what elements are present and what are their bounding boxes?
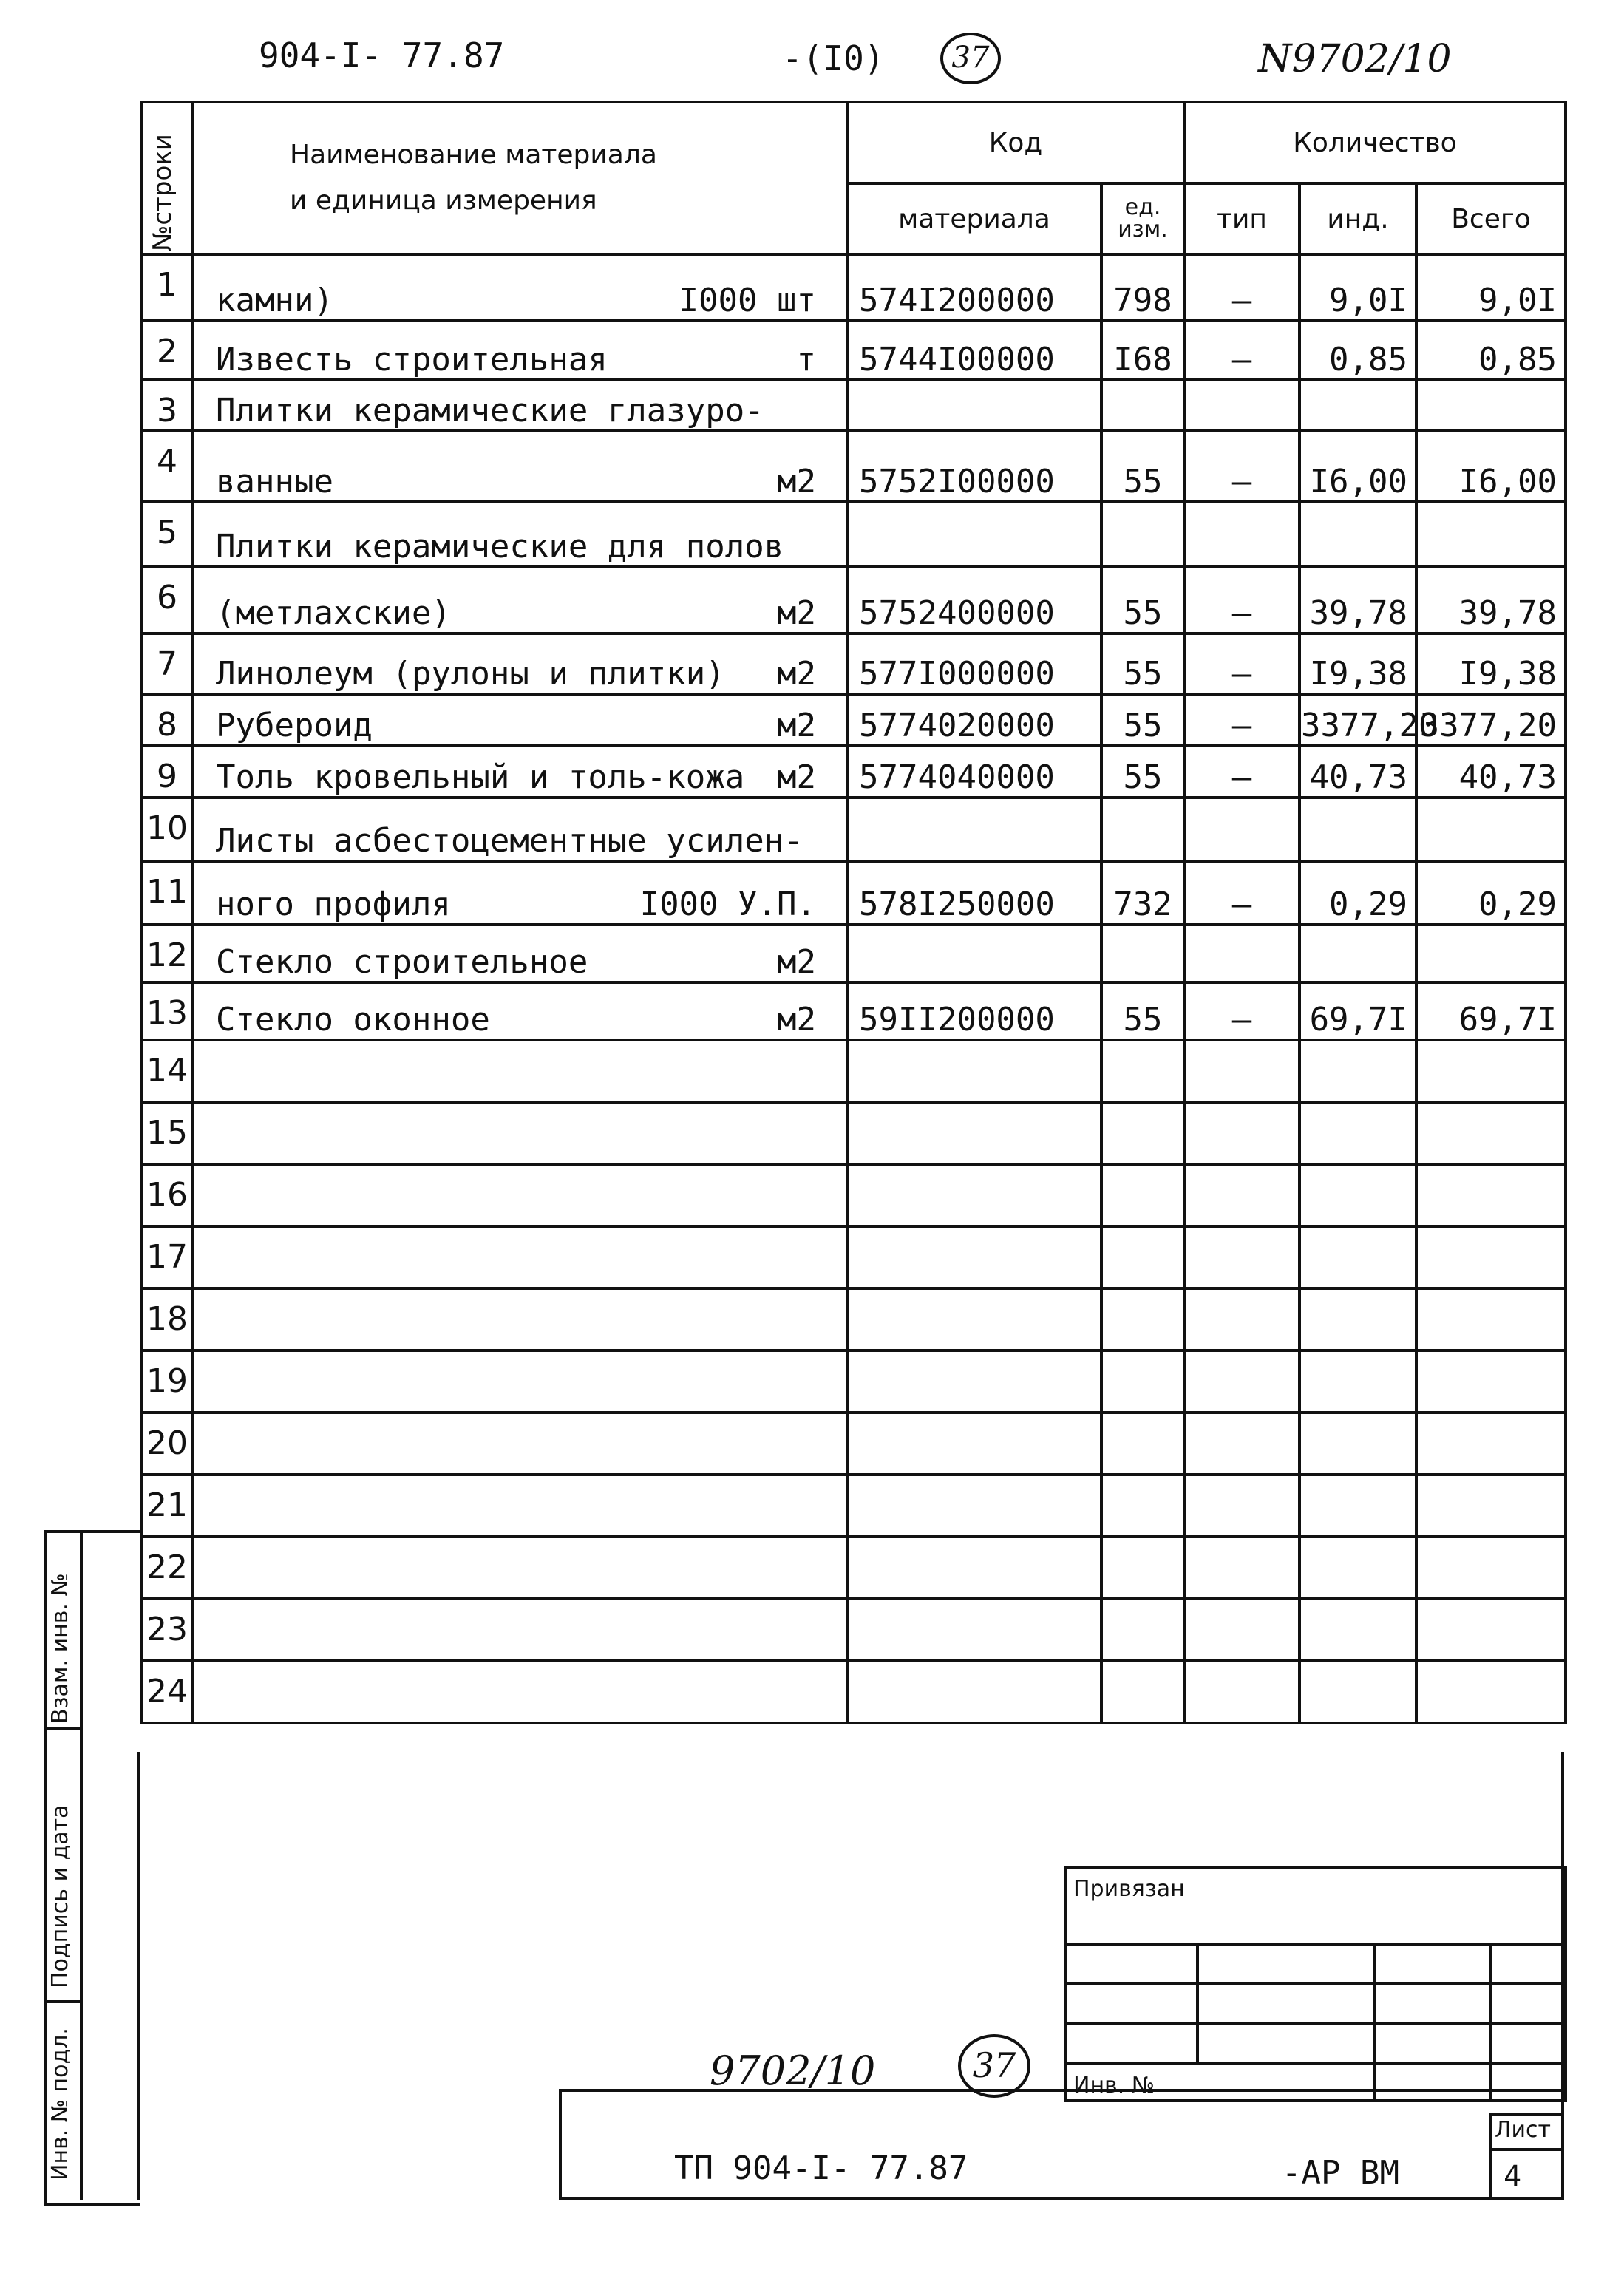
row-number: 6 bbox=[142, 567, 192, 633]
material-name: Линолеум (рулоны и плитки) bbox=[216, 655, 725, 693]
material-unit: м2 bbox=[777, 463, 816, 500]
qty-ind: 0,29 bbox=[1299, 861, 1416, 925]
sheet-cell-mid bbox=[1489, 2148, 1564, 2151]
row-number: 18 bbox=[142, 1288, 192, 1350]
material-code bbox=[847, 798, 1101, 861]
qty-total bbox=[1416, 925, 1566, 982]
material-name-cell bbox=[192, 633, 847, 694]
row-number: 21 bbox=[142, 1475, 192, 1537]
unit-code bbox=[1101, 1350, 1184, 1413]
material-name-cell bbox=[192, 1226, 847, 1288]
material-code: 5774020000 bbox=[847, 694, 1101, 746]
material-name-cell bbox=[192, 254, 847, 321]
material-name-cell bbox=[192, 1350, 847, 1413]
unit-code: 798 bbox=[1101, 254, 1184, 321]
qty-type: – bbox=[1184, 431, 1299, 502]
sidebar-sep-1 bbox=[44, 1727, 83, 1730]
qty-total bbox=[1416, 1040, 1566, 1102]
material-code: 5774040000 bbox=[847, 746, 1101, 798]
qty-ind bbox=[1299, 1164, 1416, 1226]
material-name: Рубероид bbox=[216, 707, 373, 744]
material-unit: м2 bbox=[777, 758, 816, 796]
material-code bbox=[847, 380, 1101, 431]
table-row bbox=[142, 1475, 1566, 1537]
qty-total: 40,73 bbox=[1416, 746, 1566, 798]
unit-code bbox=[1101, 1413, 1184, 1475]
material-name-cell bbox=[192, 567, 847, 633]
qty-ind bbox=[1299, 1350, 1416, 1413]
unit-code: 55 bbox=[1101, 431, 1184, 502]
material-name: (метлахские) bbox=[216, 594, 451, 632]
material-code bbox=[847, 925, 1101, 982]
row-number-header: №строки bbox=[142, 102, 192, 254]
material-unit: I000 шт bbox=[679, 282, 816, 319]
row-number: 12 bbox=[142, 925, 192, 982]
qty-ind bbox=[1299, 1661, 1416, 1723]
row-number: 22 bbox=[142, 1537, 192, 1599]
material-name-cell bbox=[192, 746, 847, 798]
unit-code: 55 bbox=[1101, 982, 1184, 1040]
table-row bbox=[142, 746, 1566, 798]
unit-code bbox=[1101, 502, 1184, 567]
qty-type bbox=[1184, 1350, 1299, 1413]
material-code bbox=[847, 1475, 1101, 1537]
table-row bbox=[142, 380, 1566, 431]
unit-code: I68 bbox=[1101, 321, 1184, 380]
name-header: Наименование материала и единица измерения bbox=[192, 102, 847, 254]
material-unit: м2 bbox=[777, 655, 816, 693]
qty-total: 9,0I bbox=[1416, 254, 1566, 321]
qty-type bbox=[1184, 1661, 1299, 1723]
qty-type: – bbox=[1184, 694, 1299, 746]
unit-code: 55 bbox=[1101, 694, 1184, 746]
qty-type bbox=[1184, 798, 1299, 861]
qty-ind: 39,78 bbox=[1299, 567, 1416, 633]
qty-total bbox=[1416, 1475, 1566, 1537]
qty-type bbox=[1184, 1288, 1299, 1350]
circled-sheet-number: 37 bbox=[940, 33, 1001, 84]
material-code: 5752I00000 bbox=[847, 431, 1101, 502]
vzam-inv-label: Взам. инв. № bbox=[47, 1573, 73, 1724]
row-number: 19 bbox=[142, 1350, 192, 1413]
qty-type bbox=[1184, 925, 1299, 982]
unit-code bbox=[1101, 1537, 1184, 1599]
qty-type bbox=[1184, 1475, 1299, 1537]
qty-type bbox=[1184, 1164, 1299, 1226]
row-number: 3 bbox=[142, 380, 192, 431]
qty-total: I9,38 bbox=[1416, 633, 1566, 694]
material-code bbox=[847, 1164, 1101, 1226]
material-name: Стекло оконное bbox=[216, 1001, 490, 1039]
material-code bbox=[847, 1226, 1101, 1288]
qty-total-header: Всего bbox=[1416, 183, 1566, 254]
material-name-cell bbox=[192, 380, 847, 431]
material-name-cell bbox=[192, 1599, 847, 1661]
material-name: ванные bbox=[216, 463, 333, 500]
quantity-group-header: Количество bbox=[1184, 102, 1566, 183]
material-code: 574I200000 bbox=[847, 254, 1101, 321]
materials-table bbox=[140, 101, 1567, 1724]
qty-type: – bbox=[1184, 254, 1299, 321]
table-row bbox=[142, 1661, 1566, 1723]
material-name-cell bbox=[192, 1661, 847, 1723]
code-material-header: материала bbox=[847, 183, 1101, 254]
qty-total bbox=[1416, 1537, 1566, 1599]
qty-total bbox=[1416, 1164, 1566, 1226]
qty-total: 0,85 bbox=[1416, 321, 1566, 380]
qty-ind bbox=[1299, 1475, 1416, 1537]
unit-code bbox=[1101, 1599, 1184, 1661]
material-name-cell bbox=[192, 1413, 847, 1475]
qty-type: – bbox=[1184, 861, 1299, 925]
qty-ind: 9,0I bbox=[1299, 254, 1416, 321]
qty-total bbox=[1416, 1350, 1566, 1413]
material-unit: м2 bbox=[777, 707, 816, 744]
doc-code: 904-I- 77.87 bbox=[259, 35, 505, 75]
unit-code bbox=[1101, 925, 1184, 982]
material-name-cell bbox=[192, 431, 847, 502]
qty-type bbox=[1184, 1102, 1299, 1164]
material-code bbox=[847, 1350, 1101, 1413]
material-unit: м2 bbox=[777, 594, 816, 632]
qty-total bbox=[1416, 380, 1566, 431]
material-name: Листы асбестоцементные усилен- bbox=[216, 822, 803, 860]
material-name: Толь кровельный и толь-кожа bbox=[216, 758, 745, 796]
row-number: 2 bbox=[142, 321, 192, 380]
material-name: Плитки керамические для полов bbox=[216, 528, 784, 565]
material-name-cell bbox=[192, 1537, 847, 1599]
qty-total bbox=[1416, 1288, 1566, 1350]
material-unit: т bbox=[796, 341, 816, 378]
row-number: 23 bbox=[142, 1599, 192, 1661]
material-name: Плитки керамические глазуро- bbox=[216, 392, 764, 429]
material-name-cell bbox=[192, 1102, 847, 1164]
row-number: 14 bbox=[142, 1040, 192, 1102]
inv-podl-label: Инв. № подл. bbox=[47, 2028, 73, 2181]
qty-ind: 40,73 bbox=[1299, 746, 1416, 798]
unit-code bbox=[1101, 798, 1184, 861]
material-name: камни) bbox=[216, 282, 333, 319]
sheet-marker: -(I0) bbox=[782, 38, 885, 78]
qty-ind bbox=[1299, 1102, 1416, 1164]
qty-type bbox=[1184, 1599, 1299, 1661]
table-row bbox=[142, 1102, 1566, 1164]
material-name-cell bbox=[192, 502, 847, 567]
material-name-cell bbox=[192, 1475, 847, 1537]
row-number: 20 bbox=[142, 1413, 192, 1475]
material-name: ного профиля bbox=[216, 886, 451, 923]
row-number: 8 bbox=[142, 694, 192, 746]
material-name-cell bbox=[192, 1288, 847, 1350]
sheet-cell-left bbox=[1489, 2113, 1492, 2197]
unit-code bbox=[1101, 1226, 1184, 1288]
qty-ind bbox=[1299, 502, 1416, 567]
unit-code bbox=[1101, 1102, 1184, 1164]
qty-type: – bbox=[1184, 633, 1299, 694]
qty-ind: I6,00 bbox=[1299, 431, 1416, 502]
row-number: 7 bbox=[142, 633, 192, 694]
qty-total: I6,00 bbox=[1416, 431, 1566, 502]
table-row bbox=[142, 861, 1566, 925]
unit-code bbox=[1101, 1040, 1184, 1102]
table-row bbox=[142, 694, 1566, 746]
qty-type: – bbox=[1184, 746, 1299, 798]
qty-type bbox=[1184, 380, 1299, 431]
material-code bbox=[847, 1102, 1101, 1164]
qty-ind-header: инд. bbox=[1299, 183, 1416, 254]
unit-code: 732 bbox=[1101, 861, 1184, 925]
qty-total bbox=[1416, 1226, 1566, 1288]
sidebar-sep-2 bbox=[44, 2000, 83, 2003]
material-code bbox=[847, 1661, 1101, 1723]
material-unit: м2 bbox=[777, 943, 816, 981]
qty-total: 69,7I bbox=[1416, 982, 1566, 1040]
archive-number: N9702/10 bbox=[1258, 37, 1452, 81]
sheet-cell-top bbox=[1489, 2113, 1564, 2116]
material-name-cell bbox=[192, 982, 847, 1040]
handwritten-circle: 37 bbox=[958, 2034, 1030, 2098]
material-code: 5744I00000 bbox=[847, 321, 1101, 380]
qty-ind bbox=[1299, 1537, 1416, 1599]
row-number: 16 bbox=[142, 1164, 192, 1226]
material-code: 577I000000 bbox=[847, 633, 1101, 694]
qty-ind bbox=[1299, 1226, 1416, 1288]
table-row bbox=[142, 798, 1566, 861]
signature-date-label: Подпись и дата bbox=[47, 1804, 73, 1988]
material-name-cell bbox=[192, 1040, 847, 1102]
table-row bbox=[142, 1537, 1566, 1599]
qty-ind bbox=[1299, 1288, 1416, 1350]
qty-total bbox=[1416, 1413, 1566, 1475]
row-number: 17 bbox=[142, 1226, 192, 1288]
material-code bbox=[847, 1288, 1101, 1350]
code-unit-header: ед. изм. bbox=[1101, 183, 1184, 254]
material-unit: м2 bbox=[777, 1001, 816, 1039]
qty-type: – bbox=[1184, 567, 1299, 633]
material-name-cell bbox=[192, 694, 847, 746]
sheet-number: 4 bbox=[1504, 2160, 1522, 2194]
qty-total bbox=[1416, 502, 1566, 567]
unit-code bbox=[1101, 1475, 1184, 1537]
table-row bbox=[142, 925, 1566, 982]
material-unit: I000 У.П. bbox=[639, 886, 816, 923]
qty-ind bbox=[1299, 925, 1416, 982]
qty-total: 0,29 bbox=[1416, 861, 1566, 925]
qty-ind: 3377,20 bbox=[1299, 694, 1416, 746]
unit-code bbox=[1101, 1661, 1184, 1723]
unit-code: 55 bbox=[1101, 633, 1184, 694]
unit-code bbox=[1101, 1288, 1184, 1350]
material-code bbox=[847, 1537, 1101, 1599]
qty-total: 3377,20 bbox=[1416, 694, 1566, 746]
table-row bbox=[142, 254, 1566, 321]
qty-type bbox=[1184, 1040, 1299, 1102]
qty-type-header: тип bbox=[1184, 183, 1299, 254]
qty-total: 39,78 bbox=[1416, 567, 1566, 633]
material-name-cell bbox=[192, 798, 847, 861]
qty-type: – bbox=[1184, 321, 1299, 380]
qty-type: – bbox=[1184, 982, 1299, 1040]
row-number: 4 bbox=[142, 431, 192, 502]
table-row bbox=[142, 1226, 1566, 1288]
material-name-cell bbox=[192, 861, 847, 925]
handwritten-number: 9702/10 bbox=[710, 2048, 876, 2094]
qty-ind bbox=[1299, 798, 1416, 861]
inv-number-label: Инв. № bbox=[1066, 2064, 1375, 2101]
material-code: 5752400000 bbox=[847, 567, 1101, 633]
table-row bbox=[142, 982, 1566, 1040]
qty-ind: 69,7I bbox=[1299, 982, 1416, 1040]
qty-ind: 0,85 bbox=[1299, 321, 1416, 380]
unit-code: 55 bbox=[1101, 746, 1184, 798]
row-number: 9 bbox=[142, 746, 192, 798]
qty-total bbox=[1416, 798, 1566, 861]
table-row bbox=[142, 1040, 1566, 1102]
row-number: 24 bbox=[142, 1661, 192, 1723]
material-code: 59II200000 bbox=[847, 982, 1101, 1040]
material-name-cell bbox=[192, 321, 847, 380]
table-row bbox=[142, 567, 1566, 633]
table-row bbox=[142, 431, 1566, 502]
doc-suffix: -АР ВМ bbox=[1282, 2154, 1399, 2192]
sidebar-divider bbox=[80, 1530, 83, 2200]
material-name: Стекло строительное bbox=[216, 943, 588, 981]
binding-label: Привязан bbox=[1066, 1867, 1566, 1944]
material-code bbox=[847, 1599, 1101, 1661]
material-name-cell bbox=[192, 1164, 847, 1226]
row-number: 5 bbox=[142, 502, 192, 567]
table-row bbox=[142, 633, 1566, 694]
row-number: 15 bbox=[142, 1102, 192, 1164]
table-row bbox=[142, 321, 1566, 380]
qty-ind bbox=[1299, 1599, 1416, 1661]
table-row bbox=[142, 1413, 1566, 1475]
qty-type bbox=[1184, 502, 1299, 567]
material-name-cell bbox=[192, 925, 847, 982]
qty-ind bbox=[1299, 1040, 1416, 1102]
unit-code bbox=[1101, 1164, 1184, 1226]
qty-ind: I9,38 bbox=[1299, 633, 1416, 694]
qty-ind bbox=[1299, 1413, 1416, 1475]
qty-ind bbox=[1299, 380, 1416, 431]
table-row bbox=[142, 1350, 1566, 1413]
row-number: 11 bbox=[142, 861, 192, 925]
tp-code: ТП 904-I- 77.87 bbox=[674, 2150, 968, 2187]
sheet-label: Лист bbox=[1495, 2117, 1552, 2143]
unit-code: 55 bbox=[1101, 567, 1184, 633]
unit-code bbox=[1101, 380, 1184, 431]
qty-total bbox=[1416, 1102, 1566, 1164]
table-row bbox=[142, 1599, 1566, 1661]
row-number: 13 bbox=[142, 982, 192, 1040]
table-row bbox=[142, 502, 1566, 567]
material-name: Известь строительная bbox=[216, 341, 608, 378]
material-code bbox=[847, 502, 1101, 567]
qty-total bbox=[1416, 1661, 1566, 1723]
qty-type bbox=[1184, 1413, 1299, 1475]
row-number: 10 bbox=[142, 798, 192, 861]
material-code: 578I250000 bbox=[847, 861, 1101, 925]
row-number: 1 bbox=[142, 254, 192, 321]
table-row bbox=[142, 1164, 1566, 1226]
code-group-header: Код bbox=[847, 102, 1184, 183]
qty-total bbox=[1416, 1599, 1566, 1661]
binding-block bbox=[1064, 1866, 1567, 2102]
qty-type bbox=[1184, 1226, 1299, 1288]
table-row bbox=[142, 1288, 1566, 1350]
qty-type bbox=[1184, 1537, 1299, 1599]
material-code bbox=[847, 1040, 1101, 1102]
material-code bbox=[847, 1413, 1101, 1475]
